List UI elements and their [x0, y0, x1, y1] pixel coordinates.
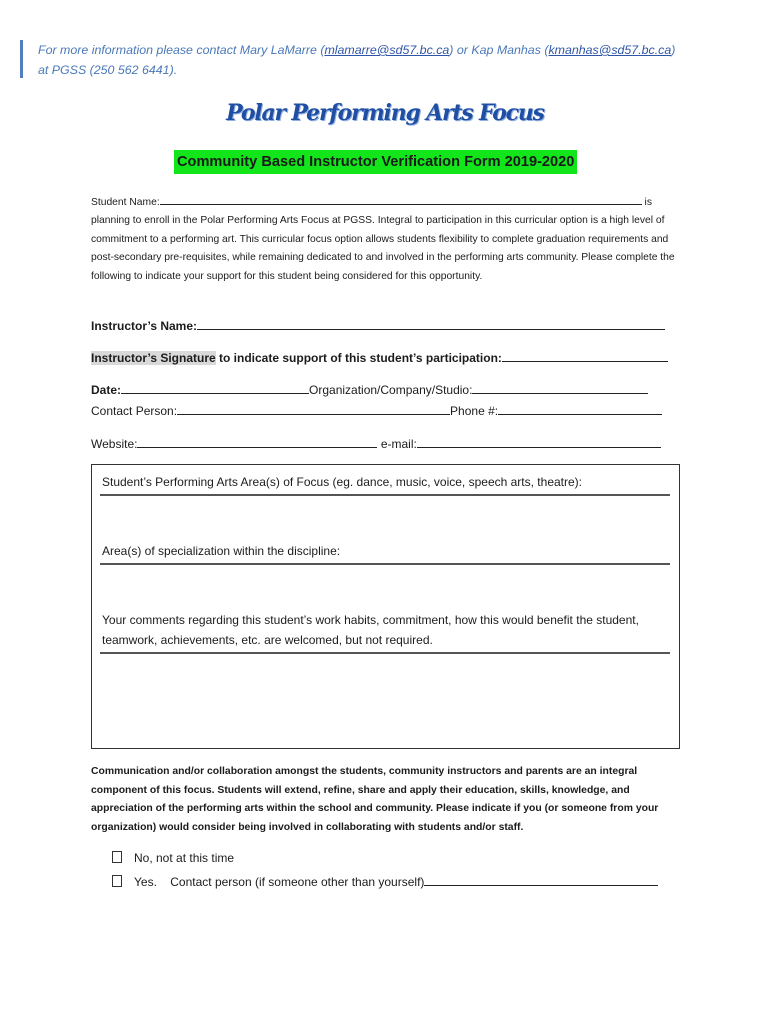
website-label: Website:: [91, 437, 138, 451]
website-field[interactable]: [137, 434, 377, 448]
website-email-row: [91, 434, 681, 453]
phone-label: Phone #:: [450, 404, 499, 418]
option-yes-label: Yes.: [134, 875, 157, 889]
contact-accent-bar: [20, 40, 23, 78]
areas-of-focus-rule: [100, 494, 670, 496]
contact-info: [38, 40, 738, 80]
date-field[interactable]: [121, 380, 309, 394]
email-link-mlamarre[interactable]: mlamarre@sd57.bc.ca: [324, 43, 450, 57]
option-no[interactable]: [112, 849, 234, 867]
email-field[interactable]: [417, 434, 661, 448]
instructor-name-row: [91, 316, 681, 335]
contact-text: ) or Kap Manhas (: [449, 43, 549, 57]
date-org-row: [91, 380, 681, 399]
yes-contact-field[interactable]: [424, 872, 658, 886]
contact-text: For more information please contact Mary LaMarre (: [38, 43, 325, 57]
signature-row: [91, 348, 681, 367]
focus-details-box: [91, 464, 680, 749]
phone-field[interactable]: [498, 401, 662, 415]
contact-person-field[interactable]: [177, 401, 450, 415]
organization-label: Organization/Company/Studio:: [309, 383, 473, 397]
yes-contact-label: Contact person (if someone other than yourself): [170, 875, 425, 889]
student-name-suffix: is: [641, 197, 652, 208]
option-no-label: No, not at this time: [134, 851, 235, 865]
form-title: Community Based Instructor Verification Form 2019-2020: [174, 150, 577, 174]
signature-label: Instructor’s Signature: [91, 351, 216, 365]
instructor-name-field[interactable]: [197, 316, 665, 330]
program-title: Polar Performing Arts Focus: [226, 100, 544, 126]
option-yes[interactable]: [112, 872, 658, 891]
email-link-kmanhas[interactable]: kmanhas@sd57.bc.ca: [548, 43, 672, 57]
student-name-label: Student Name:: [91, 197, 160, 208]
email-label: e-mail:: [380, 437, 417, 451]
specialization-rule: [100, 563, 670, 565]
date-label: Date:: [91, 383, 122, 397]
contact-phone-row: [91, 401, 681, 420]
contact-phone-text: at PGSS (250 562 6441).: [38, 63, 178, 77]
comments-label: Your comments regarding this student’s work habits, commitment, how this would benefit the student, teamwork, achievements, etc. are welcomed, but not required.: [102, 613, 639, 647]
organization-field[interactable]: [472, 380, 648, 394]
specialization-label: Area(s) of specialization within the discipline:: [102, 544, 341, 558]
signature-label-rest: to indicate support of this student’s participation:: [215, 351, 502, 365]
areas-of-focus-label: Student’s Performing Arts Area(s) of Focus (eg. dance, music, voice, speech arts, theatre):: [102, 475, 582, 489]
signature-field[interactable]: [502, 348, 668, 362]
checkbox-no[interactable]: [112, 851, 122, 863]
contact-text: ): [671, 43, 676, 57]
collaboration-paragraph: Communication and/or collaboration amongst the students, community instructors and parents are an integral component of this focus. Students will extend, refine, share and apply their education, skills, knowledge, and appreciation of the performing arts within the school and community. Please indicate if you (or someone from your organization) would consider being involved in collaborating with students and/or staff.: [91, 766, 659, 833]
contact-person-label: Contact Person:: [91, 404, 178, 418]
intro-paragraph: [91, 191, 681, 286]
intro-text: planning to enroll in the Polar Performing Arts Focus at PGSS. Integral to participation in this curricular option is a high level of commitment to a performing art. This curricular focus option allows students flexibility to complete graduation requirements and post-secondary pre-requisites, while remaining dedicated to and involved in the performing arts community. Please complete the following to indicate your support for this student being considered for this opportunity.: [91, 215, 675, 282]
comments-rule: [100, 652, 670, 654]
checkbox-yes[interactable]: [112, 875, 122, 887]
student-name-field[interactable]: [160, 191, 642, 205]
instructor-name-label: Instructor’s Name:: [91, 319, 198, 333]
